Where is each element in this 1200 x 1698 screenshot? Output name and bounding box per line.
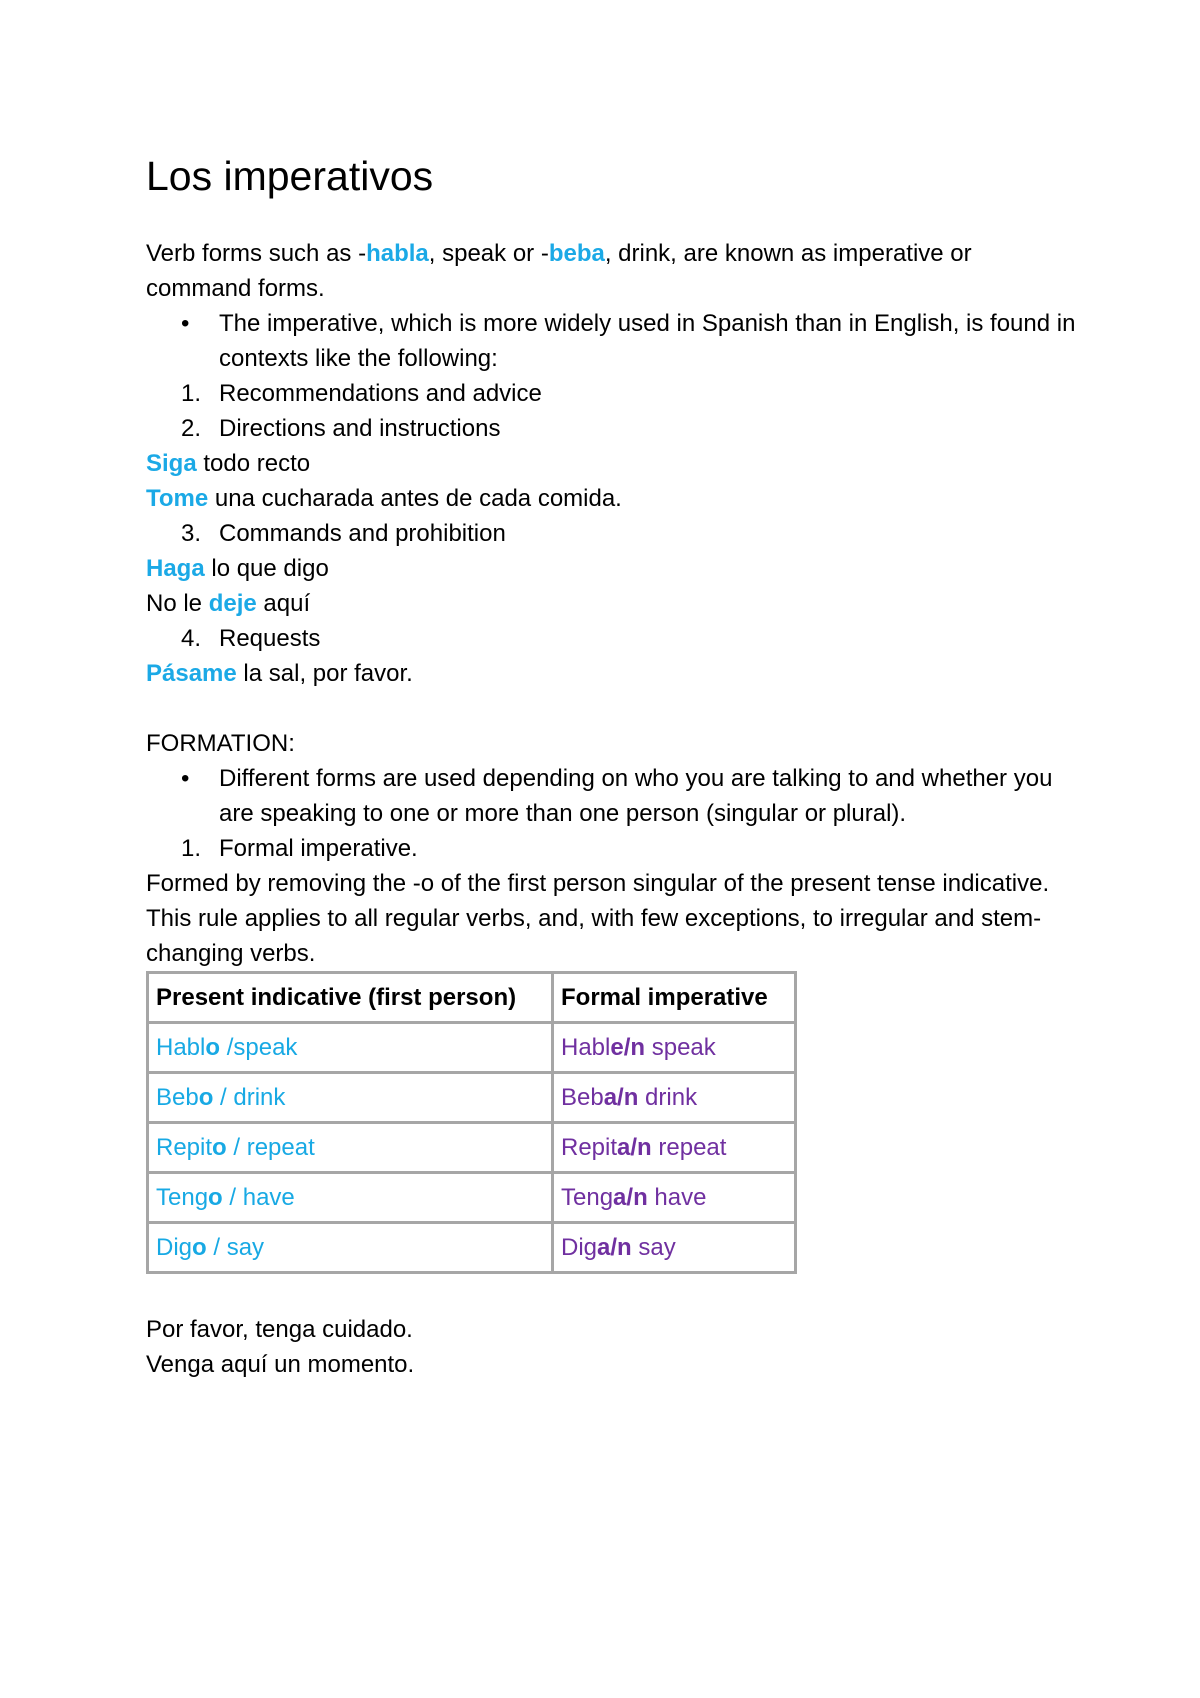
- verb-ending: a/n: [603, 1084, 639, 1111]
- table-row: [148, 1173, 796, 1223]
- bullet-list-usage: [146, 306, 1076, 376]
- highlight-verb: deje: [208, 590, 257, 617]
- intro-text-3: , drink, are known as imperative or command forms.: [146, 240, 972, 302]
- example-deje: [146, 586, 1076, 621]
- page-title: Los imperativos: [146, 153, 434, 199]
- verb-meaning: / drink: [213, 1084, 286, 1111]
- list-number: 4.: [181, 625, 202, 652]
- verb-stem: Repit: [561, 1134, 618, 1161]
- example-prefix: No le: [146, 590, 209, 617]
- document-body: [146, 148, 1076, 1382]
- highlight-verb: Pásame: [146, 660, 237, 687]
- example-tome: [146, 481, 1076, 516]
- list-item-text: Recommendations and advice: [219, 380, 542, 407]
- example-text: una cucharada antes de cada comida.: [208, 485, 622, 512]
- list-item: [181, 376, 1076, 411]
- verb-stem: Habl: [561, 1034, 611, 1061]
- verb-ending: o: [208, 1184, 223, 1211]
- verb-ending: a/n: [613, 1184, 648, 1211]
- example-siga: [146, 446, 1076, 481]
- verb-meaning: say: [631, 1234, 676, 1261]
- numbered-list-contexts-a: [146, 376, 1076, 446]
- highlight-beba: beba: [548, 240, 605, 267]
- verb-ending: a/n: [597, 1234, 632, 1261]
- formal-imperative-cell: [553, 1173, 796, 1223]
- present-indicative-cell: [148, 1123, 553, 1173]
- present-indicative-cell: [148, 1223, 553, 1273]
- numbered-list-formation: [146, 831, 1076, 866]
- numbered-list-contexts-b: [146, 516, 1076, 551]
- intro-text-2: , speak or -: [428, 240, 549, 267]
- table-row: [148, 1223, 796, 1273]
- intro-text-1: Verb forms such as -: [146, 240, 367, 267]
- highlight-verb: Siga: [146, 450, 197, 477]
- example-text: aquí: [256, 590, 311, 617]
- bullet-list-formation: [146, 761, 1076, 831]
- verb-ending: o: [205, 1034, 221, 1061]
- formation-heading: FORMATION:: [146, 730, 295, 757]
- verb-meaning: speak: [645, 1034, 716, 1061]
- table-row: [148, 1023, 796, 1073]
- verb-stem: Teng: [156, 1184, 209, 1211]
- example-text: la sal, por favor.: [236, 660, 413, 687]
- list-number: 1.: [181, 835, 202, 862]
- list-number: 1.: [181, 380, 202, 407]
- table-header-row: [148, 973, 796, 1023]
- example-text: todo recto: [196, 450, 311, 477]
- verb-meaning: / say: [206, 1234, 265, 1261]
- bullet-item-formation: • Different forms are used depending on who you are talking to and whether you are speaking to one or more than one person (singular or plural).: [219, 761, 1076, 831]
- list-item: [181, 411, 1076, 446]
- spacer: [146, 691, 1076, 726]
- list-item-text: Formal imperative.: [219, 835, 418, 862]
- closing-line-2: Venga aquí un momento.: [146, 1351, 415, 1378]
- highlight-habla: habla: [366, 240, 429, 267]
- verb-stem: Teng: [561, 1184, 614, 1211]
- formal-imperative-cell: [553, 1023, 796, 1073]
- verb-meaning: / have: [222, 1184, 295, 1211]
- conjugation-table: [146, 971, 797, 1274]
- verb-meaning: repeat: [651, 1134, 727, 1161]
- verb-meaning: / repeat: [226, 1134, 315, 1161]
- list-item: [181, 516, 1076, 551]
- verb-ending: o: [192, 1234, 207, 1261]
- verb-stem: Beb: [156, 1084, 199, 1111]
- verb-meaning: /speak: [220, 1034, 298, 1061]
- list-number: 3.: [181, 520, 202, 547]
- bullet-item-usage: • The imperative, which is more widely used in Spanish than in English, is found in contexts like the following:: [219, 306, 1076, 376]
- formation-paragraph-1: Formed by removing the -o of the first person singular of the present tense indicative.: [146, 870, 1050, 897]
- table-header: Formal imperative: [553, 973, 796, 1023]
- list-item-text: Requests: [219, 625, 321, 652]
- verb-meaning: drink: [638, 1084, 698, 1111]
- verb-stem: Beb: [561, 1084, 604, 1111]
- table-row: [148, 1123, 796, 1173]
- formal-imperative-cell: [553, 1123, 796, 1173]
- verb-ending: o: [212, 1134, 227, 1161]
- highlight-verb: Tome: [146, 485, 209, 512]
- present-indicative-cell: [148, 1173, 553, 1223]
- verb-ending: a/n: [617, 1134, 652, 1161]
- verb-stem: Habl: [156, 1034, 206, 1061]
- highlight-verb: Haga: [146, 555, 205, 582]
- present-indicative-cell: [148, 1073, 553, 1123]
- example-pasame: [146, 656, 1076, 691]
- formal-imperative-cell: [553, 1223, 796, 1273]
- present-indicative-cell: [148, 1023, 553, 1073]
- intro-paragraph: [146, 236, 1076, 306]
- formal-imperative-cell: [553, 1073, 796, 1123]
- example-text: lo que digo: [204, 555, 329, 582]
- verb-stem: Dig: [561, 1234, 598, 1261]
- list-item: [181, 621, 1076, 656]
- closing-line-1: Por favor, tenga cuidado.: [146, 1316, 413, 1343]
- verb-stem: Repit: [156, 1134, 213, 1161]
- list-item-text: Directions and instructions: [219, 415, 501, 442]
- formation-paragraph-2: This rule applies to all regular verbs, and, with few exceptions, to irregular and stem-changing verbs.: [146, 905, 1042, 967]
- verb-ending: o: [198, 1084, 214, 1111]
- numbered-list-contexts-c: [146, 621, 1076, 656]
- list-number: 2.: [181, 415, 202, 442]
- verb-stem: Dig: [156, 1234, 193, 1261]
- verb-ending: e/n: [610, 1034, 646, 1061]
- list-item-text: Commands and prohibition: [219, 520, 506, 547]
- table-row: [148, 1073, 796, 1123]
- list-item: [181, 831, 1076, 866]
- example-haga: [146, 551, 1076, 586]
- verb-meaning: have: [647, 1184, 707, 1211]
- table-header: Present indicative (first person): [148, 973, 553, 1023]
